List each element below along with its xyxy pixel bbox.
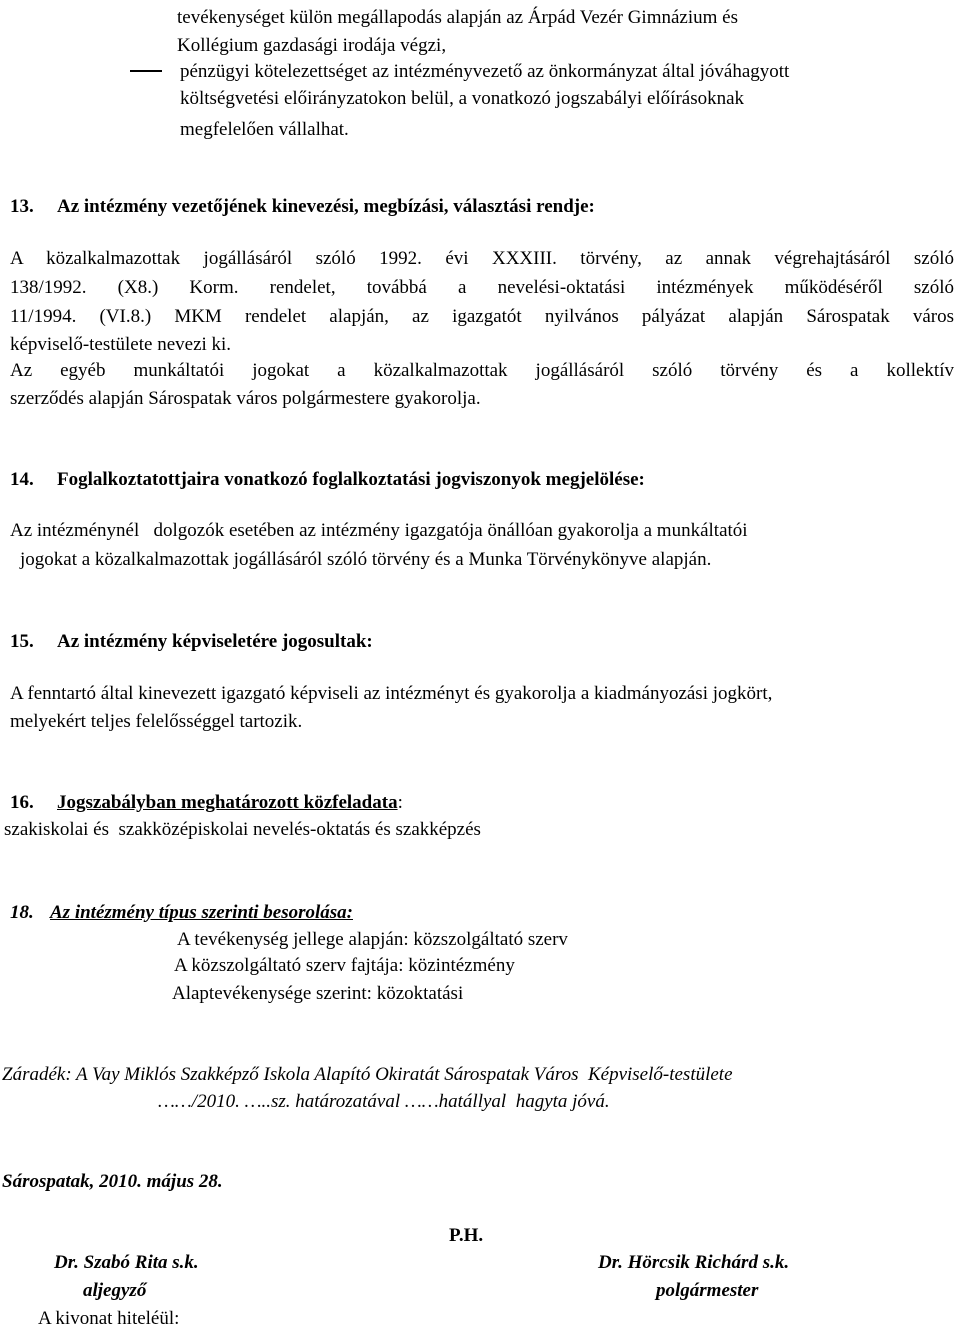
section-14-title: Foglalkoztatottjaira vonatkozó foglalkoztatási jogviszonyok megjelölése: <box>57 469 645 490</box>
section-18-title: Az intézmény típus szerinti besorolása: <box>50 902 353 923</box>
bullet-line-2: költségvetési előirányzatokon belül, a vonatkozó jogszabályi előírásoknak <box>180 88 745 109</box>
s13-para1-line1: A közalkalmazottak jogállásáról szóló 1992. évi XXXIII. törvény, az annak végrehajtásáról szóló <box>10 248 954 269</box>
s18-line2: A közszolgáltató szerv fajtája: közintézmény <box>174 955 515 976</box>
section-15-number: 15. <box>10 631 34 652</box>
s15-line1: A fenntartó által kinevezett igazgató képviseli az intézményt és gyakorolja a kiadmányozási jogkört, <box>10 683 773 704</box>
signer-right-role: polgármester <box>656 1280 759 1301</box>
section-14-number: 14. <box>10 469 34 490</box>
section-13-number: 13. <box>10 196 34 217</box>
s18-line3: Alaptevékenysége szerint: közoktatási <box>172 983 464 1004</box>
s14-line1: Az intézménynél dolgozók esetében az intézmény igazgatója önállóan gyakorolja a munkáltatói <box>10 520 748 541</box>
bullet-line-1: pénzügyi kötelezettséget az intézményvezető az önkormányzat által jóváhagyott <box>180 61 790 82</box>
signer-left-role: aljegyző <box>83 1280 147 1301</box>
section-18-heading <box>10 901 353 925</box>
signer-left-name: Dr. Szabó Rita s.k. <box>54 1252 199 1273</box>
section-13-heading <box>10 195 595 219</box>
intro-line-2: Kollégium gazdasági irodája végzi, <box>177 35 447 56</box>
section-16-number: 16. <box>10 792 34 813</box>
s18-line1: A tevékenység jellege alapján: közszolgáltató szerv <box>177 929 568 950</box>
s13-para2-line1: Az egyéb munkáltatói jogokat a közalkalmazottak jogállásáról szóló törvény és a kollektív <box>10 360 954 381</box>
clause-line1: Záradék: A Vay Miklós Szakképző Iskola Alapító Okiratát Sárospatak Város Képviselő-testülete <box>2 1064 733 1085</box>
s16-line1: szakiskolai és szakközépiskolai nevelés-oktatás és szakképzés <box>4 819 481 840</box>
bullet-dash <box>130 70 162 72</box>
section-14-heading <box>10 468 645 492</box>
bullet-line-3: megfelelően vállalhat. <box>180 119 349 140</box>
s13-para2-line2: szerződés alapján Sárospatak város polgármestere gyakorolja. <box>10 388 481 409</box>
s14-line2: jogokat a közalkalmazottak jogállásáról szóló törvény és a Munka Törvénykönyve alapján. <box>20 549 712 570</box>
extract-certified: A kivonat hiteléül: <box>38 1308 180 1329</box>
section-18-number: 18. <box>10 902 34 923</box>
section-16-colon: : <box>397 792 403 813</box>
signer-right-name: Dr. Hörcsik Richárd s.k. <box>598 1252 790 1273</box>
seal-mark: P.H. <box>449 1225 484 1246</box>
section-15-heading <box>10 630 373 654</box>
section-13-title: Az intézmény vezetőjének kinevezési, megbízási, választási rendje: <box>57 196 595 217</box>
intro-line-1: tevékenységet külön megállapodás alapján az Árpád Vezér Gimnázium és <box>177 7 738 28</box>
section-16-title: Jogszabályban meghatározott közfeladata <box>57 792 398 813</box>
place-date: Sárospatak, 2010. május 28. <box>2 1171 223 1192</box>
clause-line2: ……/2010. …..sz. határozatával ……hatállyal hagyta jóvá. <box>158 1091 610 1112</box>
section-16-heading <box>10 791 403 815</box>
s13-para1-line3: 11/1994. (VI.8.) MKM rendelet alapján, az igazgatót nyilvános pályázat alapján Sárospatak város <box>10 306 954 327</box>
s13-para1-line4: képviselő-testülete nevezi ki. <box>10 334 232 355</box>
section-15-title: Az intézmény képviseletére jogosultak: <box>57 631 373 652</box>
s13-para1-line2: 138/1992. (X8.) Korm. rendelet, továbbá a nevelési-oktatási intézmények működéséről szóló <box>10 277 954 298</box>
s15-line2: melyekért teljes felelősséggel tartozik. <box>10 711 303 732</box>
